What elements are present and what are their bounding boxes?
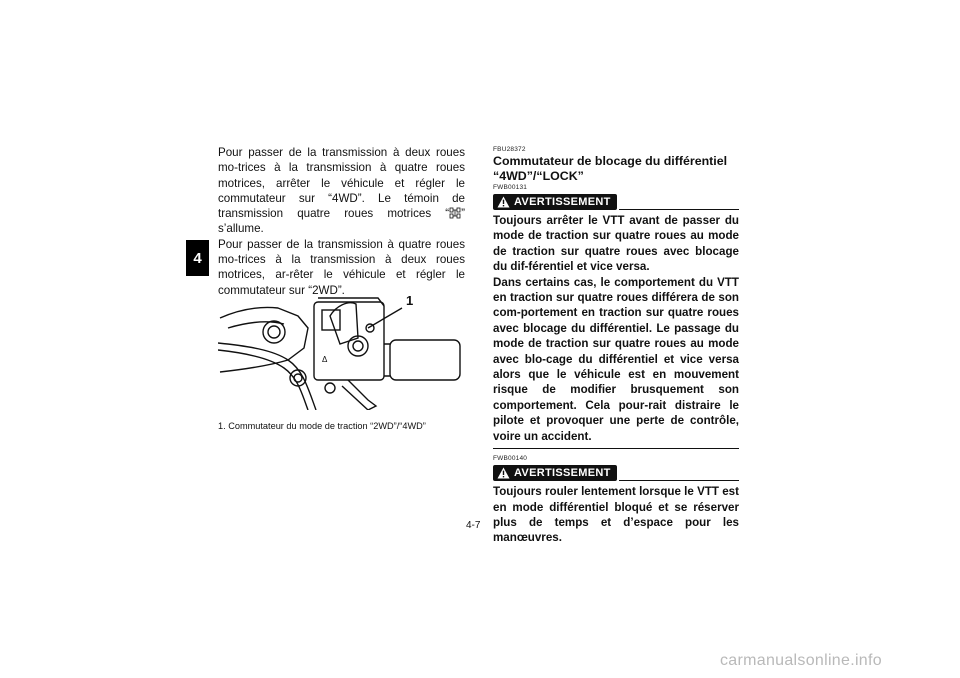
- left-column: [218, 145, 465, 298]
- warning1-rule: [619, 208, 739, 210]
- paragraph-2wd-to-4wd: Pour passer de la transmission à deux roues mo-trices à la transmission à quatre roues motrices, arrêter le véhicule et régler le commutateur sur “4WD”. Le témoin de transmission quatre roues motrices “ ” s’allume.: [218, 146, 465, 236]
- svg-text:Δ: Δ: [322, 355, 328, 364]
- watermark: carmanualsonline.info: [720, 652, 882, 669]
- warning2-badge: AVERTISSEMENT: [493, 465, 617, 481]
- 4wd-indicator-icon: [449, 207, 461, 219]
- section-heading: Commutateur de blocage du différentiel “4WD”/“LOCK”: [493, 154, 728, 183]
- warning1-code: FWB00131: [493, 184, 528, 191]
- warning2-header: [493, 465, 739, 481]
- warning2-code: FWB00140: [493, 455, 528, 463]
- warning-triangle-icon: [497, 467, 510, 479]
- warning2-rule: [619, 479, 739, 481]
- handlebar-switch-illustration: [218, 288, 465, 410]
- figure-caption: 1. Commutateur du mode de traction “2WD”/“4WD”: [218, 421, 426, 431]
- right-column: [493, 146, 739, 546]
- warning1-badge: AVERTISSEMENT: [493, 194, 617, 210]
- warning1-header: [493, 194, 739, 210]
- paragraph-4wd-to-2wd: Pour passer de la transmission à quatre roues mo-trices à la transmission à deux roues motrices, ar-rêter le véhicule et régler le commutateur sur “2WD”.: [218, 237, 465, 297]
- warning2-text: Toujours rouler lentement lorsque le VTT est en mode différentiel bloqué et se réserver plus de temps et d’espace pour les manœuvres.: [493, 485, 739, 545]
- warning-triangle-icon: [497, 196, 510, 208]
- page-number: 4-7: [466, 520, 481, 531]
- section-code: FBU28372: [493, 146, 526, 153]
- warning1-text-continued: Dans certains cas, le comportement du VTT en traction sur quatre roues différera de son com-portement en traction sur quatre roues avec blocage du différentiel. Le passage du mode de traction sur quatre roues au mode avec blo-cage du différentiel et vice versa alors que le véhicule est en mouvement risque de modifier brusquement son comportement. Cela pour-rait distraire le pilote et provoquer une perte de contrôle, voire un accident.: [493, 275, 739, 443]
- chapter-tab: 4: [186, 240, 209, 276]
- warning1-end-rule: [493, 448, 739, 449]
- callout-number: 1: [406, 293, 414, 308]
- warning1-text: Toujours arrêter le VTT avant de passer du mode de traction sur quatre roues au mode de traction sur quatre roues avec blocage du dif-férentiel et vice versa.: [493, 214, 739, 274]
